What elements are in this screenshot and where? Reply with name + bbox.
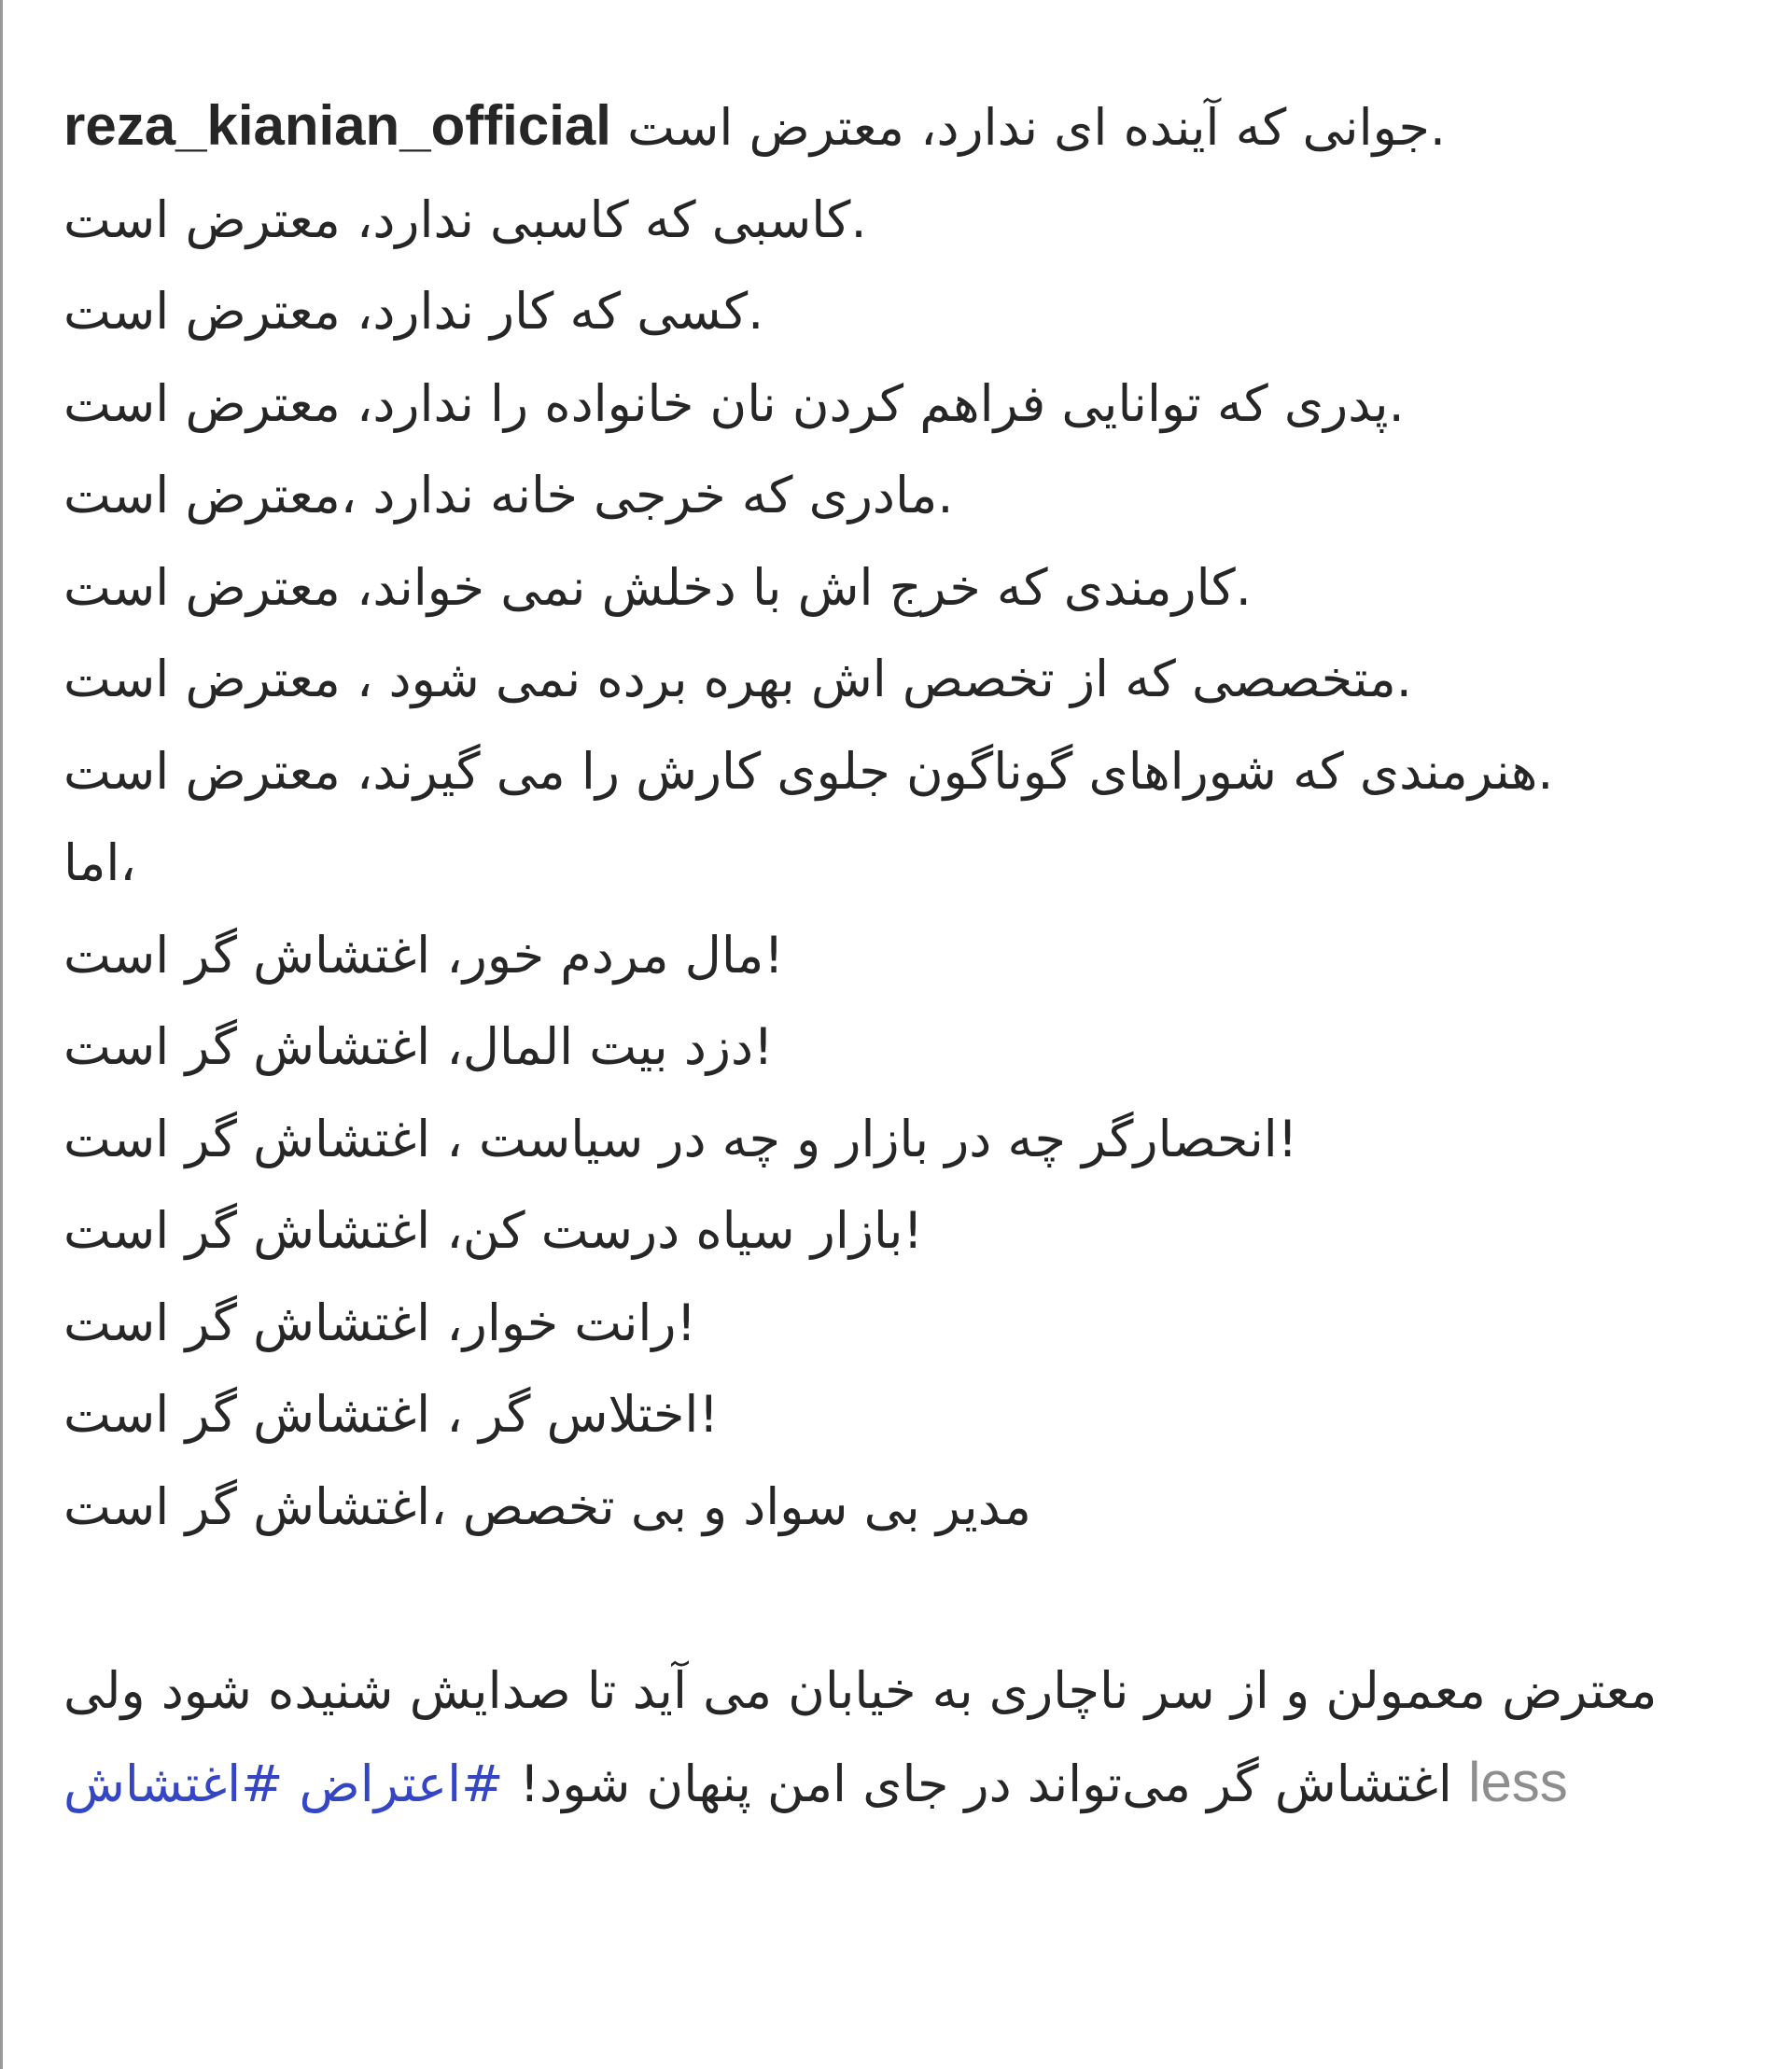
caption-line: هنرمندی که شوراهای گوناگون جلوی کارش را می گیرند، معترض است.	[63, 741, 1554, 801]
caption-line: دزد بیت المال، اغتشاش گر است!	[63, 1017, 774, 1076]
caption-line: کاسبی که کاسبی ندارد، معترض است.	[63, 189, 867, 249]
less-button[interactable]: less	[1468, 1751, 1568, 1813]
caption-line: رانت خوار، اغتشاش گر است!	[63, 1293, 697, 1352]
caption-line: مال مردم خور، اغتشاش گر است!	[63, 925, 784, 985]
caption-text: جوانی که آینده ای ندارد، معترض است.	[627, 98, 1447, 157]
caption-closing	[63, 1645, 1715, 1831]
blank-line	[63, 1553, 1715, 1645]
left-border	[0, 0, 3, 2069]
caption-line: مدیر بی سواد و بی تخصص ،اغتشاش گر است	[63, 1476, 1031, 1536]
caption-line	[63, 80, 1715, 175]
caption-line: اما،	[63, 833, 136, 892]
caption-line: کارمندی که خرج اش با دخلش نمی خواند، معترض است.	[63, 557, 1252, 617]
caption-line: متخصصی که از تخصص اش بهره برده نمی شود ، معترض است.	[63, 650, 1412, 708]
caption-line: مادری که خرجی خانه ندارد ،معترض است.	[63, 466, 954, 524]
post-caption	[63, 80, 1715, 1831]
username-link[interactable]: reza_kianian_official	[63, 94, 611, 157]
caption-line: اختلاس گر ، اغتشاش گر است!	[63, 1385, 720, 1444]
caption-line: انحصارگر چه در بازار و چه در سیاست ، اغتشاش گر است!	[63, 1109, 1298, 1168]
caption-line: پدری که توانایی فراهم کردن نان خانواده را ندارد، معترض است.	[63, 373, 1405, 433]
hashtag-link[interactable]: #اغتشاش	[63, 1754, 284, 1813]
hashtag-link[interactable]: #اعتراض	[299, 1754, 504, 1813]
closing-text: معترض معمولن و از سر ناچاری به خیابان می آید تا صدایش شنیده شود ولی اغتشاش گر می‌تواند در جای امن پنهان شود!	[63, 1660, 1658, 1813]
caption-line: کسی که کار ندارد، معترض است.	[63, 282, 764, 341]
caption-line: بازار سیاه درست کن، اغتشاش گر است!	[63, 1201, 924, 1260]
